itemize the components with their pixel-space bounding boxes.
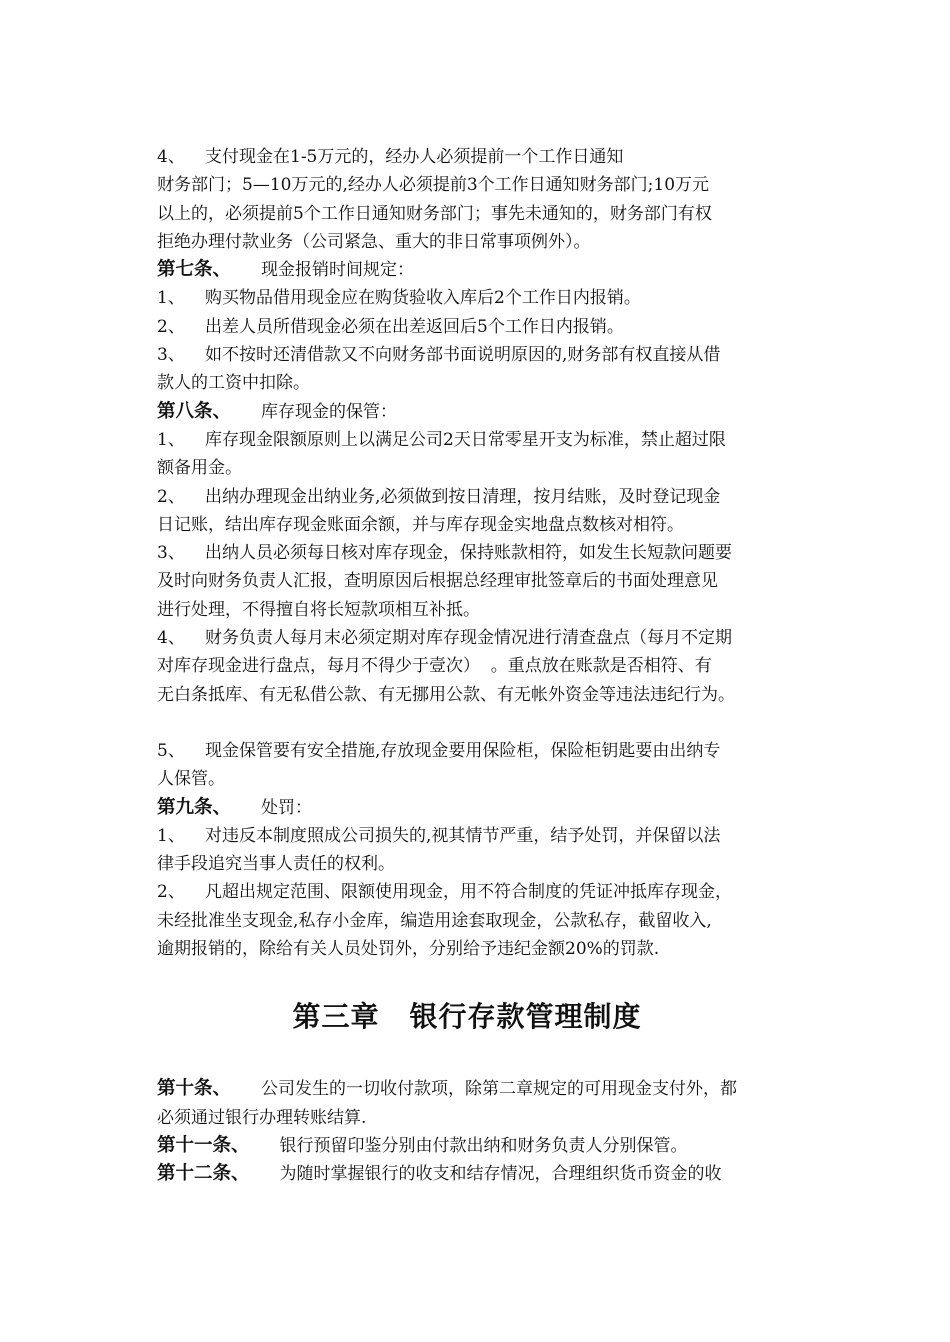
blank-line <box>157 709 817 737</box>
item-text-line: 款人的工资中扣除。 <box>157 373 310 394</box>
article-label: 第七条、 <box>157 259 232 281</box>
item-number: 3、 <box>157 543 185 564</box>
item-text: 出差人员所借现金必须在出差返回后5个工作日内报销。 <box>205 316 624 337</box>
item-number: 4、 <box>157 147 185 167</box>
item-number: 1、 <box>157 288 185 309</box>
article-label: 第十条、 <box>157 1078 232 1100</box>
item-text-line: 未经批准坐支现金,私存小金库，编造用途套取现金，公款私存，截留收入, <box>157 910 712 931</box>
item-text-line: 及时向财务负责人汇报，查明原因后根据总经理审批签章后的书面处理意见 <box>157 571 718 592</box>
article-heading <box>157 1132 817 1160</box>
item-number: 2、 <box>157 316 185 337</box>
item-text-line: 律手段追究当事人责任的权利。 <box>157 854 395 875</box>
chapter-heading <box>157 997 817 1037</box>
item-text-line: 进行处理，不得擅自将长短款项相互补抵。 <box>157 599 480 620</box>
item-text-line: 对库存现金进行盘点，每月不得少于壹次） 。重点放在账款是否相符、有 <box>157 656 712 677</box>
item-number: 1、 <box>157 429 185 450</box>
item-text: 购买物品借用现金应在购货验收入库后2个工作日内报销。 <box>205 288 641 309</box>
list-item <box>157 624 817 709</box>
item-text: 如不按时还清借款又不向财务部书面说明原因的,财务部有权直接从借 <box>205 345 721 366</box>
list-item <box>157 822 817 879</box>
article-text: 处罚： <box>261 797 313 818</box>
item-number: 5、 <box>157 740 185 761</box>
item-text: 现金保管要有安全措施,存放现金要用保险柜，保险柜钥匙要由出纳专 <box>205 740 721 761</box>
chapter-number: 第三章 <box>292 1000 380 1034</box>
item-text: 库存现金限额原则上以满足公司2天日常零星开支为标准，禁止超过限 <box>205 429 726 450</box>
list-item <box>157 313 817 341</box>
item-number: 1、 <box>157 825 185 846</box>
item-number: 4、 <box>157 628 185 649</box>
list-item <box>157 737 817 794</box>
list-item <box>157 426 817 483</box>
list-item <box>157 483 817 540</box>
item-text-line: 拒绝办理付款业务（公司紧急、重大的非日常事项例外）。 <box>157 231 591 252</box>
item-number: 2、 <box>157 486 185 507</box>
article-heading <box>157 256 817 284</box>
item-text: 出纳人员必须每日核对库存现金，保持账款相符，如发生长短款问题要 <box>205 543 732 564</box>
list-item <box>157 284 817 312</box>
list-item <box>157 143 817 256</box>
article-heading <box>157 1075 817 1103</box>
item-text: 凡超出规定范围、限额使用现金，用不符合制度的凭证冲抵库存现金， <box>205 882 732 903</box>
chapter-title: 银行存款管理制度 <box>409 1000 642 1034</box>
item-text: 对违反本制度照成公司损失的,视其情节严重，结予处罚，并保留以法 <box>205 825 721 846</box>
article-text: 公司发生的一切收付款项，除第二章规定的可用现金支付外，都 <box>261 1079 738 1100</box>
article-text: 银行预留印鉴分别由付款出纳和财务负责人分别保管。 <box>279 1135 688 1156</box>
list-item <box>157 878 817 963</box>
article-label: 第十二条、 <box>157 1163 250 1185</box>
list-item <box>157 539 817 624</box>
article-heading <box>157 1160 817 1188</box>
item-text-line: 日记账，结出库存现金账面余额，并与库存现金实地盘点数核对相符。 <box>157 514 684 535</box>
item-text: 出纳办理现金出纳业务,必须做到按日清理，按月结账，及时登记现金 <box>205 486 721 507</box>
item-number: 3、 <box>157 345 185 366</box>
item-number: 2、 <box>157 882 185 903</box>
item-text: 支付现金在1-5万元的，经办人必须提前一个工作日通知 <box>205 147 624 167</box>
item-text-line: 额备用金。 <box>157 458 242 479</box>
item-text: 财务负责人每月末必须定期对库存现金情况进行清查盘点（每月不定期 <box>205 628 732 649</box>
article-heading <box>157 794 817 822</box>
item-text-line: 人保管。 <box>157 769 225 790</box>
article-label: 第十一条、 <box>157 1134 250 1156</box>
article-label: 第八条、 <box>157 400 232 422</box>
document-body <box>157 143 817 1189</box>
article-label: 第九条、 <box>157 796 232 818</box>
list-item <box>157 341 817 398</box>
article-text-line: 必须通过银行办理转账结算. <box>157 1107 367 1128</box>
item-text-line: 无白条抵库、有无私借公款、有无挪用公款、有无帐外资金等违法违纪行为。 <box>157 684 735 705</box>
article-text: 为随时掌握银行的收支和结存情况，合理组织货币资金的收 <box>279 1164 722 1185</box>
item-text-line: 逾期报销的，除给有关人员处罚外，分别给予违纪金额20%的罚款. <box>157 939 660 960</box>
item-text-line: 财务部门；5—10万元的,经办人必须提前3个工作日通知财务部门;10万元 <box>157 175 710 196</box>
item-text-line: 以上的，必须提前5个工作日通知财务部门；事先未通知的，财务部门有权 <box>157 203 712 224</box>
article-text: 现金报销时间规定： <box>261 260 415 281</box>
article-text: 库存现金的保管： <box>261 401 398 422</box>
article-heading <box>157 398 817 426</box>
